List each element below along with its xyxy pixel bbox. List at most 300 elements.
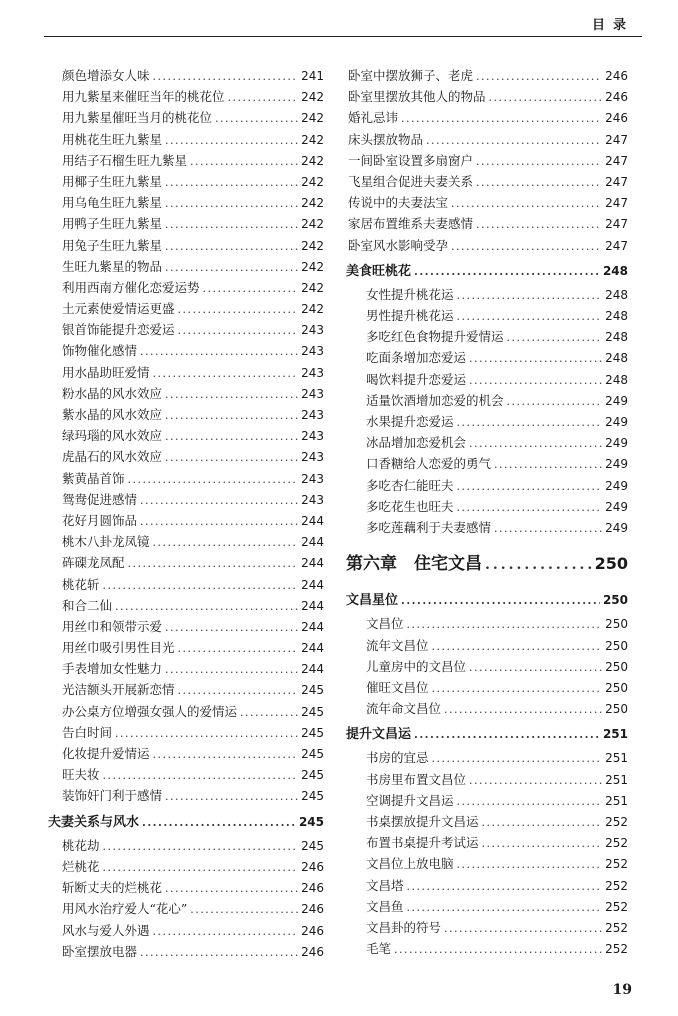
toc-page-number: 243 [301, 344, 324, 359]
toc-page-number: 246 [301, 923, 324, 938]
toc-page-number: 250 [605, 638, 628, 653]
toc-entry [366, 833, 628, 854]
toc-entry [366, 636, 628, 657]
dot-leader [432, 752, 603, 765]
toc-entry-title: 土元素使爱情运更盛 [62, 301, 175, 317]
toc-page-number: 247 [605, 217, 628, 232]
toc-entry-title: 化妆提升爱情运 [62, 746, 150, 761]
dot-leader [507, 331, 603, 344]
dot-leader [432, 640, 603, 653]
toc-entry-title: 用九紫星催旺当月的桃花位 [62, 110, 213, 126]
page-number: 19 [612, 982, 632, 998]
toc-entry-title: 用丝巾吸引男性目光 [62, 640, 175, 656]
toc-entry [62, 236, 324, 257]
toc-entry [62, 469, 324, 490]
toc-entry-title: 桃花劫 [62, 837, 100, 853]
dot-leader [153, 70, 299, 83]
dot-leader [165, 218, 298, 231]
toc-right-column [348, 66, 628, 960]
toc-entry-title: 桃木八卦龙凤镜 [62, 534, 150, 550]
toc-page-number: 247 [605, 238, 628, 253]
toc-entry [62, 151, 324, 172]
dot-leader [115, 727, 298, 740]
toc-entry [366, 518, 628, 539]
toc-page-number: 244 [301, 662, 324, 677]
toc-entry-title: 流年文昌位 [366, 637, 429, 653]
toc-entry-title: 用乌龟生旺九紫星 [62, 195, 163, 211]
toc-entry-title: 用椰子生旺九紫星 [62, 173, 163, 189]
toc-page-number: 246 [605, 111, 628, 126]
toc-entry-title: 利用西南方催化恋爱运势 [62, 279, 200, 295]
dot-leader [469, 374, 602, 387]
toc-entry-title: 绿玛瑙的风水效应 [62, 428, 163, 444]
dot-leader [165, 882, 298, 895]
toc-page-number: 244 [301, 641, 324, 656]
toc-entry-title: 多吃花生也旺夫 [366, 498, 454, 514]
toc-page-number: 250 [602, 593, 628, 608]
toc-page-number: 244 [301, 577, 324, 592]
toc-entry-title: 卧室里摆放其他人的物品 [348, 89, 486, 105]
toc-entry [348, 193, 628, 214]
toc-page-number: 249 [605, 457, 628, 472]
toc-entry-title: 飞星组合促进夫妻关系 [348, 173, 474, 189]
toc-chapter-heading [346, 549, 628, 583]
toc-section-heading [346, 260, 628, 281]
toc-entry [62, 638, 324, 659]
toc-entry-title: 斩断丈夫的烂桃花 [62, 880, 163, 896]
toc-entry [62, 596, 324, 617]
toc-entry [366, 918, 628, 939]
toc-entry [62, 193, 324, 214]
dot-leader [178, 642, 299, 655]
toc-entry-title: 婚礼忌讳 [348, 110, 399, 126]
toc-page-number: 251 [605, 793, 628, 808]
toc-entry [62, 341, 324, 362]
toc-page-number: 243 [301, 386, 324, 401]
toc-entry-title: 银首饰能提升恋爱运 [62, 322, 175, 338]
dot-leader [457, 480, 603, 493]
toc-entry-title: 多吃红色食物提升爱情运 [366, 329, 504, 345]
toc-page-number: 248 [605, 309, 628, 324]
dot-leader [128, 557, 299, 570]
toc-entry [62, 257, 324, 278]
toc-entry [366, 699, 628, 720]
toc-entry-title: 水果提升恋爱运 [366, 414, 454, 429]
toc-entry [62, 702, 324, 723]
toc-page-number: 242 [301, 132, 324, 147]
toc-entry-title: 卧室摆放电器 [62, 943, 138, 959]
toc-entry [62, 172, 324, 193]
dot-leader [178, 324, 299, 337]
toc-entry [366, 285, 628, 306]
toc-page-number: 242 [301, 90, 324, 105]
toc-entry-title: 第六章 住宅文昌 [346, 554, 482, 575]
toc-entry-title: 文昌塔 [366, 877, 404, 893]
dot-leader [457, 310, 603, 323]
toc-page-number: 241 [301, 69, 324, 83]
toc-page-number: 247 [605, 153, 628, 168]
toc-entry [366, 370, 628, 391]
toc-entry-title: 冰品增加恋爱机会 [366, 435, 467, 451]
toc-entry-title: 告白时间 [62, 724, 113, 740]
toc-entry [62, 108, 324, 129]
toc-entry-title: 风水与爱人外遇 [62, 922, 150, 938]
toc-entry-title: 文昌位 [366, 616, 404, 632]
dot-leader [426, 134, 602, 147]
toc-page-number: 244 [301, 556, 324, 571]
toc-entry [366, 454, 628, 475]
toc-entry-title: 用桃花生旺九紫星 [62, 131, 163, 147]
toc-entry-title: 文昌卦的符号 [366, 919, 442, 935]
toc-page-number: 243 [301, 365, 324, 380]
toc-entry-title: 文昌位上放电脑 [366, 856, 454, 872]
dot-leader [401, 594, 600, 607]
toc-page-number: 248 [605, 330, 628, 345]
toc-entry-title: 用丝巾和领带示爱 [62, 618, 163, 634]
toc-entry [348, 108, 628, 129]
toc-page-number: 249 [605, 436, 628, 451]
toc-entry-title: 虎晶石的风水效应 [62, 449, 163, 465]
toc-entry [62, 857, 324, 878]
toc-entry [366, 678, 628, 699]
toc-page-number: 242 [301, 238, 324, 253]
toc-left-column [48, 66, 324, 963]
toc-entry [366, 939, 628, 960]
header-rule [44, 36, 642, 37]
dot-leader [476, 218, 602, 231]
toc-entry-title: 男性提升桃花运 [366, 308, 454, 324]
toc-page-number: 246 [605, 69, 628, 83]
toc-section-heading [346, 589, 628, 610]
toc-entry [62, 405, 324, 426]
dot-leader [457, 289, 603, 302]
toc-entry-title: 女性提升桃花运 [366, 286, 454, 302]
toc-entry-title: 喝饮料提升恋爱运 [366, 371, 467, 387]
toc-page-number: 252 [605, 815, 628, 829]
toc-entry-title: 夫妻关系与风水 [48, 814, 140, 830]
toc-entry-title: 床头摆放物品 [348, 131, 424, 147]
toc-page-number: 250 [605, 702, 628, 717]
dot-leader [482, 816, 603, 829]
toc-entry [62, 878, 324, 899]
toc-entry-title: 美食旺桃花 [346, 263, 412, 279]
toc-page-number: 245 [301, 838, 324, 853]
toc-page-number: 250 [605, 617, 628, 632]
dot-leader [489, 91, 603, 104]
toc-page-number: 245 [301, 747, 324, 761]
toc-entry [366, 327, 628, 348]
toc-entry [366, 433, 628, 454]
toc-page-number: 249 [605, 393, 628, 408]
toc-page-number: 243 [301, 450, 324, 465]
toc-entry-title: 流年命文昌位 [366, 701, 442, 717]
dot-leader [444, 922, 602, 935]
toc-page-number: 243 [301, 471, 324, 486]
dot-leader [140, 345, 298, 358]
toc-entry [62, 744, 324, 765]
dot-leader [165, 621, 298, 634]
toc-page-number: 249 [605, 499, 628, 514]
dot-leader [153, 925, 299, 938]
toc-entry-title: 儿童房中的文昌位 [366, 658, 467, 674]
toc-entry [62, 532, 324, 553]
toc-entry-title: 花好月圆饰品 [62, 512, 138, 528]
dot-leader [451, 197, 602, 210]
dot-leader [457, 795, 603, 808]
running-header-title: 目录 [591, 18, 634, 33]
toc-page-number: 242 [301, 111, 324, 126]
toc-page-number: 251 [602, 727, 628, 742]
toc-entry-title: 用鸭子生旺九紫星 [62, 216, 163, 232]
toc-entry-title: 用水晶助旺爱情 [62, 364, 150, 380]
toc-page-number: 242 [301, 280, 324, 295]
toc-entry [62, 87, 324, 108]
toc-page-number: 251 [605, 772, 628, 787]
toc-entry [366, 412, 628, 433]
toc-page-number: 249 [605, 415, 628, 429]
dot-leader [228, 91, 299, 104]
toc-entry-title: 桃花斩 [62, 576, 100, 592]
dot-leader [165, 388, 298, 401]
toc-entry-title: 适量饮酒增加恋爱的机会 [366, 392, 504, 408]
toc-entry [366, 876, 628, 897]
toc-entry-title: 用风水治疗爱人“花心” [62, 901, 188, 917]
toc-page-number: 250 [594, 554, 628, 574]
toc-entry [348, 151, 628, 172]
toc-entry [366, 391, 628, 412]
dot-leader [457, 858, 603, 871]
dot-leader [165, 261, 298, 274]
toc-entry-title: 办公桌方位增强女强人的爱情运 [62, 703, 238, 719]
dot-leader [140, 946, 298, 959]
dot-leader [469, 352, 602, 365]
toc-entry [348, 172, 628, 193]
toc-page-number: 252 [605, 836, 628, 851]
dot-leader [103, 840, 299, 853]
dot-leader [407, 901, 603, 914]
toc-entry-title: 传说中的夫妻法宝 [348, 195, 449, 211]
toc-page-number: 252 [605, 857, 628, 872]
toc-entry-title: 紫黄晶首饰 [62, 470, 125, 486]
toc-page-number: 245 [301, 768, 324, 783]
dot-leader [451, 240, 602, 253]
toc-entry [62, 921, 324, 942]
dot-leader [165, 430, 298, 443]
dot-leader [190, 903, 298, 916]
toc-page-number: 246 [301, 902, 324, 917]
toc-entry [62, 680, 324, 701]
toc-entry-title: 饰物催化感情 [62, 343, 138, 359]
toc-page-number: 245 [301, 789, 324, 804]
toc-entry-title: 颜色增添女人味 [62, 68, 150, 83]
dot-leader [469, 774, 602, 787]
toc-entry-title: 催旺文昌位 [366, 679, 429, 695]
toc-page-number: 249 [605, 520, 628, 535]
toc-page-number: 245 [301, 683, 324, 698]
toc-entry-title: 用兔子生旺九紫星 [62, 237, 163, 253]
toc-section-heading [346, 723, 628, 744]
toc-entry-title: 用九紫星来催旺当年的桃花位 [62, 89, 225, 105]
toc-entry-title: 和合二仙 [62, 597, 113, 613]
toc-entry [62, 723, 324, 744]
toc-entry [62, 66, 324, 87]
toc-entry [62, 511, 324, 532]
dot-leader [165, 451, 298, 464]
toc-entry-title: 手表增加女性魅力 [62, 661, 163, 677]
dot-leader [103, 861, 299, 874]
toc-page-number: 244 [301, 535, 324, 550]
toc-entry-title: 生旺九紫星的物品 [62, 258, 163, 274]
toc-page-number: 249 [605, 478, 628, 493]
dot-leader [165, 790, 298, 803]
dot-leader [115, 600, 298, 613]
toc-entry [62, 320, 324, 341]
dot-leader [165, 240, 298, 253]
toc-entry [62, 299, 324, 320]
toc-entry [62, 617, 324, 638]
dot-leader [140, 494, 298, 507]
toc-page-number: 242 [301, 196, 324, 211]
dot-leader [407, 618, 603, 631]
toc-entry [62, 786, 324, 807]
dot-leader [469, 437, 602, 450]
dot-leader [103, 579, 299, 592]
dot-leader [153, 367, 299, 380]
dot-leader [476, 176, 602, 189]
toc-entry [62, 575, 324, 596]
toc-entry [366, 497, 628, 518]
toc-entry-title: 提升文昌运 [346, 727, 412, 743]
toc-page-number: 242 [301, 259, 324, 274]
toc-page-number: 252 [605, 899, 628, 914]
toc-entry-title: 烂桃花 [62, 858, 100, 874]
toc-entry [366, 614, 628, 635]
toc-entry [366, 306, 628, 327]
toc-entry-title: 书房的宜忌 [366, 750, 429, 766]
dot-leader [457, 501, 603, 514]
dot-leader [394, 943, 602, 956]
dot-leader [190, 155, 298, 168]
toc-page-number: 252 [605, 942, 628, 957]
toc-entry [348, 66, 628, 87]
toc-page-number: 242 [301, 153, 324, 168]
toc-entry-title: 家居布置维系夫妻感情 [348, 216, 474, 232]
toc-entry [62, 363, 324, 384]
toc-page-number: 248 [602, 263, 628, 278]
toc-page-number: 246 [301, 881, 324, 896]
dot-leader [128, 473, 299, 486]
toc-entry [366, 748, 628, 769]
toc-entry-title: 紫水晶的风水效应 [62, 407, 163, 422]
dot-leader [414, 265, 600, 278]
toc-entry [348, 214, 628, 235]
toc-page-number: 245 [301, 725, 324, 740]
toc-page-number: 242 [301, 302, 324, 317]
toc-page-number: 245 [301, 704, 324, 719]
dot-leader [407, 880, 603, 893]
toc-entry-title: 多吃杏仁能旺夫 [366, 477, 454, 493]
dot-leader [476, 70, 602, 83]
toc-entry-title: 书桌摆放提升文昌运 [366, 814, 479, 829]
dot-leader [203, 282, 299, 295]
toc-entry [348, 87, 628, 108]
dot-leader [178, 684, 299, 697]
toc-entry [366, 791, 628, 812]
toc-entry-title: 口香糖给人恋爱的勇气 [366, 456, 492, 472]
dot-leader [165, 197, 298, 210]
toc-entry [62, 942, 324, 963]
toc-entry [366, 854, 628, 875]
toc-entry [62, 384, 324, 405]
toc-page-number: 242 [301, 217, 324, 232]
toc-entry-title: 鸳鸯促进感情 [62, 491, 138, 507]
toc-entry [62, 553, 324, 574]
toc-page-number: 244 [301, 619, 324, 634]
dot-leader [432, 682, 603, 695]
toc-entry [348, 130, 628, 151]
dot-leader [153, 536, 299, 549]
toc-entry [62, 765, 324, 786]
toc-entry [366, 657, 628, 678]
toc-entry-title: 吃面条增加恋爱运 [366, 350, 467, 366]
toc-page-number: 252 [605, 878, 628, 893]
dot-leader [482, 837, 603, 850]
toc-entry [62, 899, 324, 920]
toc-page-number: 247 [605, 196, 628, 211]
dot-leader [165, 663, 298, 676]
dot-leader [103, 769, 299, 782]
toc-page-number: 251 [605, 751, 628, 766]
toc-page-number: 248 [605, 351, 628, 366]
dot-leader [153, 748, 299, 761]
toc-page-number: 243 [301, 429, 324, 444]
toc-page-number: 243 [301, 492, 324, 507]
dot-leader [215, 112, 298, 125]
toc-entry [366, 897, 628, 918]
toc-entry [62, 130, 324, 151]
toc-entry-title: 旺夫妆 [62, 767, 100, 783]
toc-entry [366, 812, 628, 833]
toc-page-number: 250 [605, 680, 628, 695]
dot-leader [140, 515, 298, 528]
toc-entry-title: 粉水晶的风水效应 [62, 385, 163, 401]
toc-page-number: 244 [301, 513, 324, 528]
dot-leader [165, 176, 298, 189]
toc-entry-title: 一间卧室设置多扇窗户 [348, 152, 474, 168]
dot-leader [507, 395, 603, 408]
toc-entry [366, 476, 628, 497]
dot-leader [494, 522, 602, 535]
dot-leader [485, 557, 592, 573]
toc-entry-title: 文昌星位 [346, 593, 399, 609]
toc-entry-title: 光洁额头开展新恋情 [62, 682, 175, 698]
toc-page-number: 246 [301, 944, 324, 959]
toc-entry-title: 用结子石榴生旺九紫星 [62, 152, 188, 168]
dot-leader [142, 816, 296, 829]
toc-entry-title: 砗磲龙凤配 [62, 555, 125, 571]
dot-leader [457, 416, 603, 429]
toc-entry-title: 多吃莲藕利于夫妻感情 [366, 519, 492, 535]
dot-leader [165, 409, 298, 422]
toc-entry [62, 659, 324, 680]
toc-entry-title: 布置书桌提升考试运 [366, 835, 479, 851]
toc-page-number: 244 [301, 598, 324, 613]
toc-entry-title: 装饰奸门利于感情 [62, 788, 163, 804]
toc-entry-title: 书房里布置文昌位 [366, 771, 467, 787]
toc-page-number: 245 [298, 814, 324, 829]
toc-entry [62, 426, 324, 447]
toc-page-number: 242 [301, 174, 324, 189]
